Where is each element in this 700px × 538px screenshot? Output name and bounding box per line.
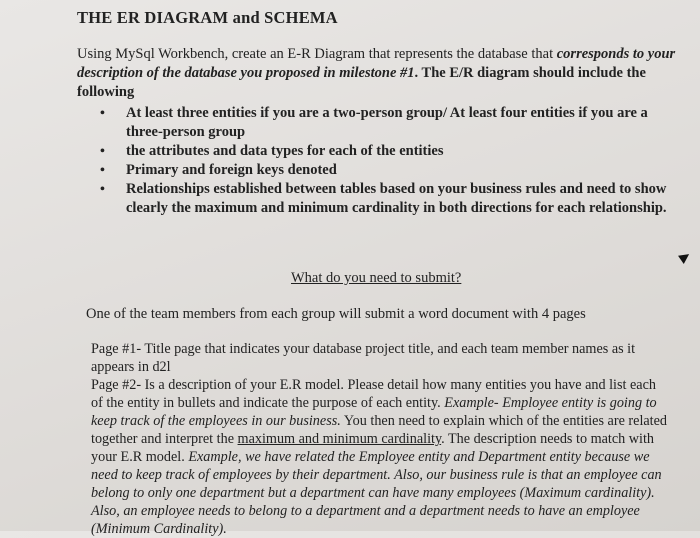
intro-text-3: . The E/R diagram should include the following	[77, 65, 646, 100]
page2-description	[91, 376, 671, 538]
list-item	[100, 142, 675, 161]
list-item-text: Relationships established between tables based on your business rules and need to show clearly the maximum and minimum cardinality in both directions for each relationship.	[126, 181, 667, 216]
page2-text-a: Page #2- Is a description of your E.R model. Please detail how many entities you have and list each of the entity in bullets and indicate the purpose of each entity.	[91, 377, 656, 411]
bullet-icon: •	[100, 144, 105, 159]
list-item	[100, 104, 675, 142]
submit-instructions: One of the team members from each group will submit a word document with 4 pages	[86, 306, 586, 322]
requirements-list	[100, 104, 675, 218]
page2-text-d: maximum and minimum cardinality	[237, 431, 442, 447]
list-item	[100, 180, 675, 218]
mouse-cursor-icon	[678, 250, 692, 264]
page2-text-f: Example, we have related the Employee entity and Department entity because we need to keep track of employees by their department. Also, our business rule is that an employee can belong to only one department but a department can have many employees (Maximum cardinality). Also, an employee needs to belong to a department and a department needs to have an employee (Minimum Cardinality).	[91, 449, 662, 537]
bullet-icon: •	[100, 182, 105, 197]
list-item-text: At least three entities if you are a two-person group/ At least four entities if you are a three-person group	[126, 105, 648, 140]
bullet-icon: •	[100, 106, 105, 121]
page-title: THE ER DIAGRAM and SCHEMA	[77, 8, 338, 27]
page2-text-b: Example- Employee entity is going to keep track of the employees in our business.	[91, 395, 657, 429]
list-item	[100, 161, 675, 180]
page2-text-e: . The description needs to match with your E.R model.	[91, 431, 655, 465]
list-item-text: Primary and foreign keys denoted	[126, 162, 337, 178]
page1-description: Page #1- Title page that indicates your database project title, and each team member names as it appears in d2l	[91, 341, 636, 375]
intro-text-2: corresponds to your description of the database you proposed in milestone #1	[77, 46, 676, 81]
page2-text-c: You then need to explain which of the entities are related together and interpret the	[91, 413, 668, 447]
page-descriptions	[91, 340, 671, 538]
submit-heading: What do you need to submit?	[291, 270, 462, 286]
intro-text-1: Using MySql Workbench, create an E-R Diagram that represents the database that	[77, 46, 557, 62]
list-item-text: the attributes and data types for each of the entities	[126, 143, 444, 159]
intro-paragraph	[77, 45, 677, 102]
bullet-icon: •	[100, 163, 105, 178]
